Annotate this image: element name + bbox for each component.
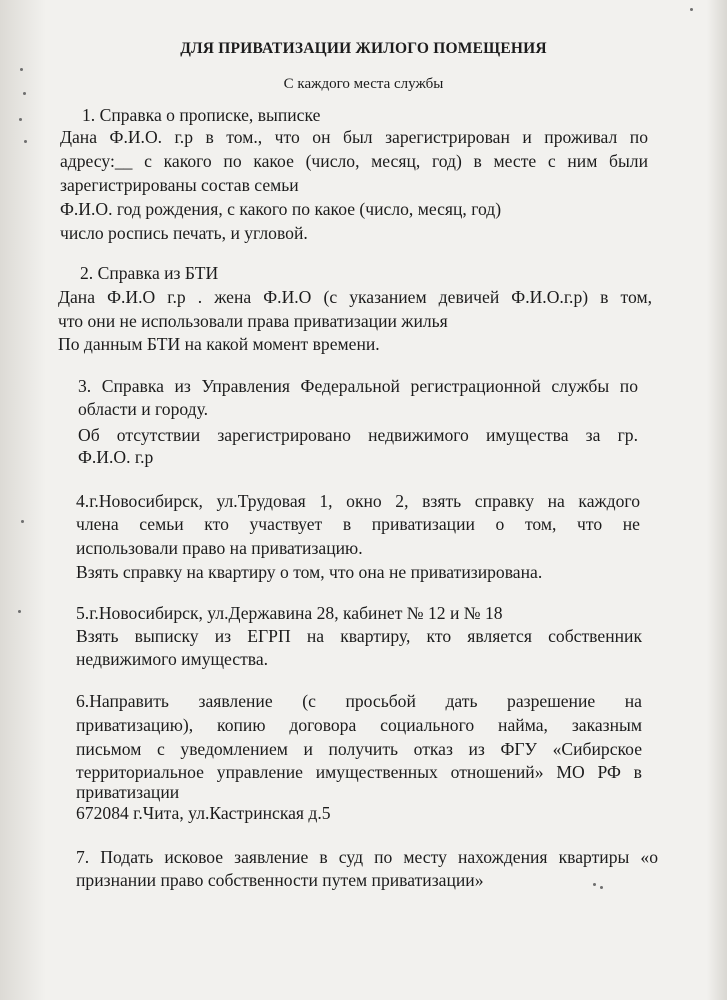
item-5-line: недвижимого имущества. [76, 649, 269, 669]
item-3-heading: 3. Справка из Управления Федеральной регистрационной службы по [78, 376, 638, 396]
item-1-heading: 1. Справка о прописке, выписке [82, 105, 321, 125]
item-1-line: число роспись печать, и угловой. [60, 223, 308, 243]
item-6-line: приватизацию), копию договора социального найма, заказным [76, 715, 642, 735]
item-2-heading: 2. Справка из БТИ [80, 263, 219, 283]
item-1-line: адресу:__ с какого по какое (число, месяц, год) в месте с ним были [60, 151, 648, 171]
item-4-line: члена семьи кто участвует в приватизации о том, что не [76, 514, 640, 534]
item-2-line: что они не использовали права приватизации жилья [58, 311, 448, 331]
document-title: ДЛЯ ПРИВАТИЗАЦИИ ЖИЛОГО ПОМЕЩЕНИЯ [180, 40, 547, 57]
item-3-line: области и городу. [78, 399, 209, 419]
item-6-address: 672084 г.Чита, ул.Кастринская д.5 [76, 803, 331, 823]
item-6-heading: 6.Направить заявление (с просьбой дать разрешение на [76, 691, 642, 711]
scan-edge-shadow-left [0, 0, 46, 1000]
item-6-line: письмом с уведомлением и получить отказ из ФГУ «Сибирское [76, 739, 642, 759]
item-1-line: зарегистрированы состав семьи [60, 175, 299, 195]
item-2-line: По данным БТИ на какой момент времени. [58, 334, 380, 354]
item-7-heading: 7. Подать исковое заявление в суд по месту нахождения квартиры «о [76, 847, 658, 867]
item-4-line: использовали право на приватизацию. [76, 538, 363, 558]
item-4-line: Взять справку на квартиру о том, что она не приватизирована. [76, 562, 543, 582]
item-5-heading: 5.г.Новосибирск, ул.Державина 28, кабинет № 12 и № 18 [76, 603, 503, 623]
item-2-line: Дана Ф.И.О г.р . жена Ф.И.О (с указанием девичей Ф.И.О.г.р) в том, [58, 287, 652, 307]
item-1-line: Дана Ф.И.О. г.р в том., что он был зарегистрирован и проживал по [60, 127, 648, 147]
item-3-line: Ф.И.О. г.р [78, 447, 154, 467]
item-6-line: территориальное управление имущественных отношений» МО РФ в [76, 762, 642, 782]
item-4-heading: 4.г.Новосибирск, ул.Трудовая 1, окно 2, взять справку на каждого [76, 491, 640, 511]
item-6-line: приватизации [76, 782, 180, 802]
item-3-line: Об отсутствии зарегистрировано недвижимого имущества за гр. [78, 425, 638, 445]
scan-edge-shadow-right [707, 0, 727, 1000]
item-7-line: признании право собственности путем приватизации» [76, 870, 484, 890]
item-1-line: Ф.И.О. год рождения, с какого по какое (число, месяц, год) [60, 199, 502, 219]
item-5-line: Взять выписку из ЕГРП на квартиру, кто является собственник [76, 626, 642, 646]
document-subtitle: С каждого места службы [283, 76, 444, 92]
